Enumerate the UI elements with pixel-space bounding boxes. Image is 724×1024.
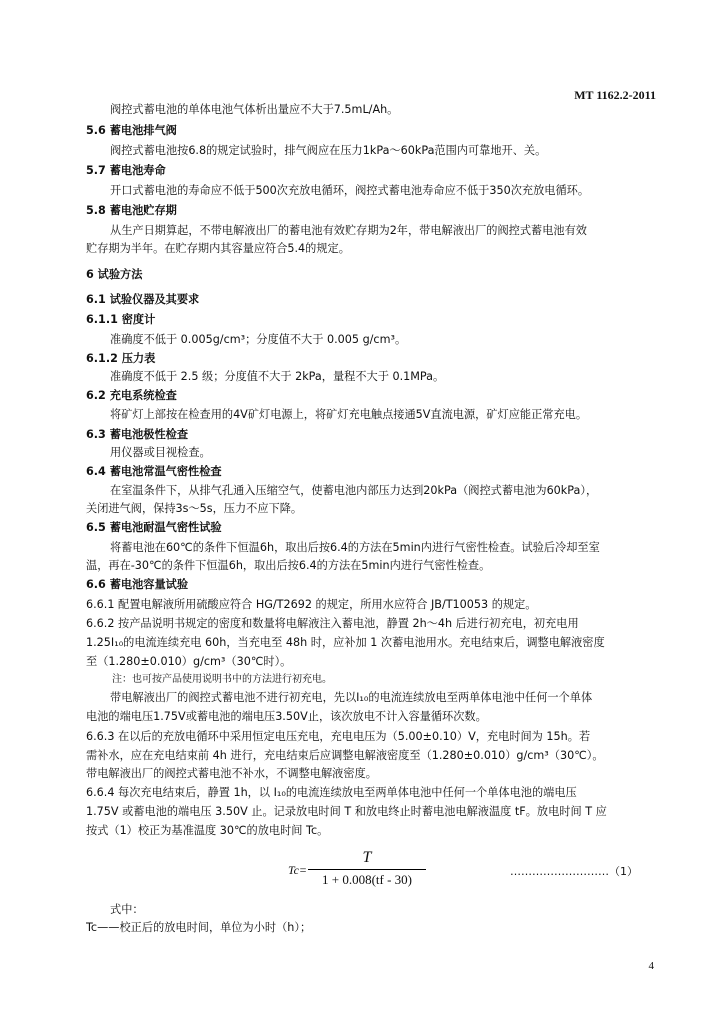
text-line: 6.6.4 每次充电结束后，静置 1h，以 I₁₀的电流连续放电至两单体电池中任何一个单体电池的端电压	[86, 786, 577, 799]
text-line: 阀控式蓄电池的单体电池气体析出量应不大于7.5mL/Ah。	[110, 103, 399, 116]
text-line: 带电解液出厂的阀控式蓄电池不进行初充电，先以I₁₀的电流连续放电至两单体电池中任何一个单体	[110, 691, 593, 704]
section-heading: 6.2 充电系统检查	[86, 389, 177, 402]
text-line: 电池的端电压1.75V或蓄电池的端电压3.50V止，该次放电不计入容量循环次数。	[86, 710, 487, 723]
text-line: 6.6.1 配置电解液所用硫酸应符合 HG/T2692 的规定，所用水应符合 JB/T10053 的规定。	[86, 598, 537, 611]
text-line: 从生产日期算起，不带电解液出厂的蓄电池有效贮存期为2年，带电解液出厂的阀控式蓄电池有效	[110, 224, 587, 237]
text-line: 开口式蓄电池的寿命应不低于500次充放电循环，阀控式蓄电池寿命应不低于350次充放电循环。	[110, 184, 590, 197]
text-line: 准确度不低于 0.005g/cm³；分度值不大于 0.005 g/cm³。	[110, 333, 407, 346]
text-line: 至（1.280±0.010）g/cm³（30℃时）。	[86, 655, 292, 668]
section-heading: 6.1.2 压力表	[86, 352, 156, 365]
chapter-heading: 6 试验方法	[86, 268, 143, 281]
section-heading: 6.1 试验仪器及其要求	[86, 293, 200, 306]
text-line: 阀控式蓄电池按6.8的规定试验时，排气阀应在压力1kPa～60kPa范围内可靠地开、关。	[110, 144, 547, 157]
section-heading: 6.3 蓄电池极性检查	[86, 428, 189, 441]
text-line: 将蓄电池在60℃的条件下恒温6h，取出后按6.4的方法在5min内进行气密性检查。试验后冷却至室	[110, 541, 600, 554]
formula-numerator: T	[362, 849, 372, 866]
formula-lhs: Tc=	[288, 863, 307, 877]
section-heading: 5.8 蓄电池贮存期	[86, 204, 177, 217]
text-line: 准确度不低于 2.5 级；分度值不大于 2kPa，量程不大于 0.1MPa。	[110, 370, 445, 383]
text-line: 带电解液出厂的阀控式蓄电池不补水，不调整电解液密度。	[86, 767, 377, 780]
text-line: 温，再在-30℃的条件下恒温6h，取出后按6.4的方法在5min内进行气密性检查。	[86, 559, 491, 572]
section-heading: 6.1.1 密度计	[86, 313, 156, 326]
text-line: 1.25I₁₀的电流连续充电 60h，当充电至 48h 时，应补加 1 次蓄电池用水。充电结束后，调整电解液密度	[86, 636, 605, 649]
text-line: 将矿灯上部按在检查用的4V矿灯电源上，将矿灯充电触点接通5V直流电源，矿灯应能正常充电。	[110, 408, 588, 421]
text-line: 需补水，应在充电结束前 4h 进行，充电结束后应调整电解液密度至（1.280±0.010）g/cm³（30℃）。	[86, 749, 604, 762]
page-number: 4	[648, 960, 654, 972]
equation-number: ………………………（1）	[510, 865, 638, 878]
formula-fraction	[308, 847, 426, 890]
text-line: 6.6.2 按产品说明书规定的密度和数量将电解液注入蓄电池，静置 2h～4h 后进行初充电，初充电用	[86, 617, 579, 630]
text-line: 用仪器或目视检查。	[110, 446, 211, 459]
section-heading: 6.5 蓄电池耐温气密性试验	[86, 521, 222, 534]
section-heading: 6.6 蓄电池容量试验	[86, 578, 189, 591]
text-line: 式中：	[110, 903, 144, 916]
text-line: 在室温条件下，从排气孔通入压缩空气，使蓄电池内部压力达到20kPa（阀控式蓄电池为60kPa），	[110, 484, 598, 497]
text-line: 贮存期为半年。在贮存期内其容量应符合5.4的规定。	[86, 242, 350, 255]
text-line: 关闭进气阀，保持3s～5s，压力不应下降。	[86, 502, 303, 515]
section-heading: 6.4 蓄电池常温气密性检查	[86, 465, 222, 478]
note-line: 注：也可按产品使用说明书中的方法进行初充电。	[112, 674, 332, 685]
text-line: 6.6.3 在以后的充放电循环中采用恒定电压充电，充电电压为（5.00±0.10）V，充电时间为 15h。若	[86, 730, 591, 743]
text-line: 按式（1）校正为基准温度 30℃的放电时间 Tc。	[86, 824, 329, 837]
section-heading: 5.6 蓄电池排气阀	[86, 124, 177, 137]
definition-line: Tc——校正后的放电时间，单位为小时（h）；	[86, 921, 312, 934]
section-heading: 5.7 蓄电池寿命	[86, 164, 166, 177]
text-line: 1.75V 或蓄电池的端电压 3.50V 止。记录放电时间 T 和放电终止时蓄电池电解液温度 tF。放电时间 T 应	[86, 805, 607, 818]
standard-code: MT 1162.2-2011	[574, 88, 656, 102]
formula-denominator: 1 + 0.008(tf - 30)	[321, 872, 412, 887]
